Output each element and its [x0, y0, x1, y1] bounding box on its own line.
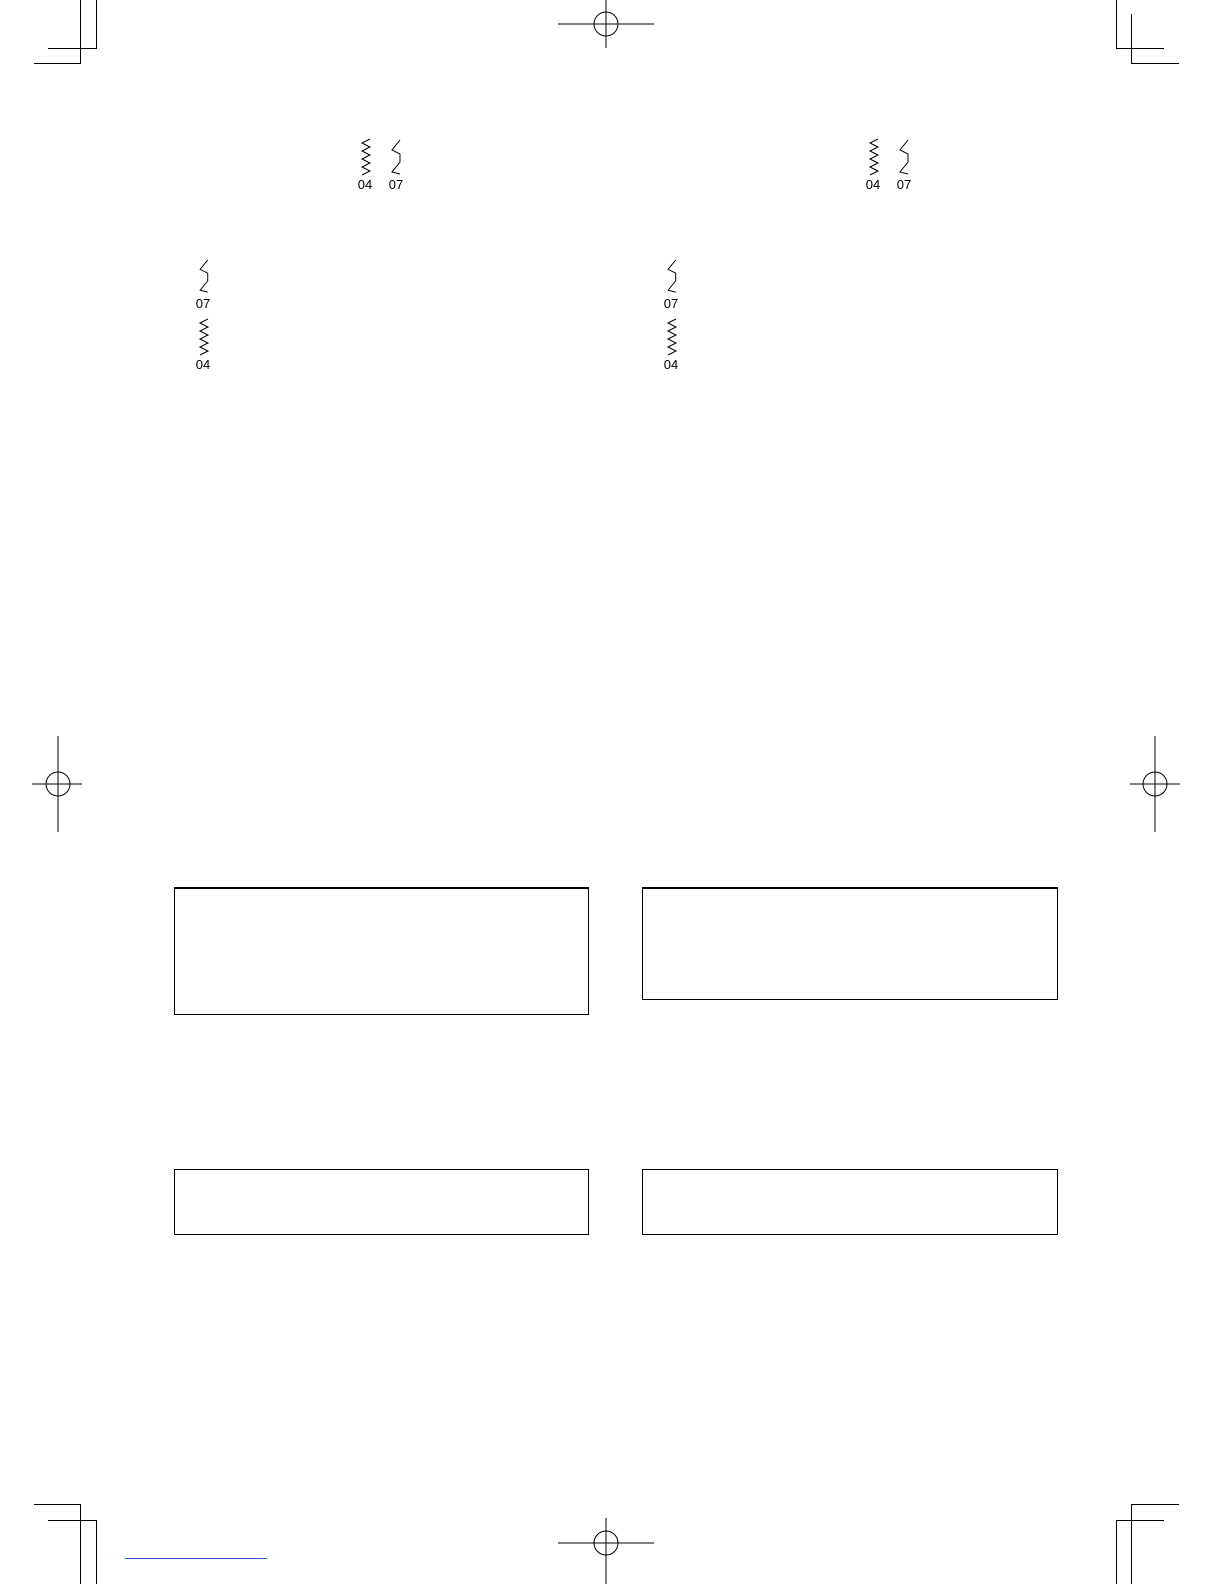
registration-mark-icon	[32, 734, 84, 834]
blind-hem-stitch-icon	[386, 138, 404, 176]
note-box	[174, 1169, 589, 1235]
crop-mark	[80, 0, 81, 64]
registration-mark-icon	[556, 1518, 656, 1584]
stitch-number: 04	[663, 357, 679, 372]
blind-hem-stitch-icon	[194, 258, 212, 294]
stitch-number: 04	[865, 177, 881, 192]
stitch-number: 04	[357, 177, 373, 192]
crop-mark	[1116, 1520, 1164, 1521]
crop-mark	[1116, 48, 1164, 49]
crop-mark	[1131, 14, 1132, 64]
stitch-number: 04	[195, 357, 211, 372]
note-box	[174, 887, 589, 1015]
blind-hem-stitch-icon	[894, 138, 912, 176]
note-box	[642, 1169, 1058, 1235]
crop-mark	[80, 1504, 81, 1584]
stitch-number: 07	[388, 177, 404, 192]
crop-mark	[48, 1520, 97, 1521]
crop-mark	[96, 1520, 97, 1584]
blind-hem-stitch-icon	[662, 258, 680, 294]
registration-mark-icon	[556, 0, 656, 50]
note-box	[642, 887, 1058, 1000]
crop-mark	[1116, 0, 1117, 48]
crop-mark	[34, 63, 81, 64]
crop-mark	[34, 1504, 81, 1505]
zigzag-stitch-icon	[194, 318, 212, 356]
crop-mark	[48, 48, 97, 49]
registration-mark-icon	[1130, 734, 1182, 834]
zigzag-stitch-icon	[356, 138, 374, 176]
zigzag-stitch-icon	[662, 318, 680, 356]
crop-mark	[1131, 63, 1179, 64]
stitch-number: 07	[896, 177, 912, 192]
crop-mark	[1131, 1504, 1132, 1584]
crop-mark	[96, 0, 97, 48]
zigzag-stitch-icon	[864, 138, 882, 176]
stitch-number: 07	[663, 296, 679, 311]
crop-mark	[1116, 1520, 1117, 1584]
link-underline	[125, 1558, 267, 1559]
crop-mark	[1131, 1504, 1179, 1505]
stitch-number: 07	[195, 296, 211, 311]
